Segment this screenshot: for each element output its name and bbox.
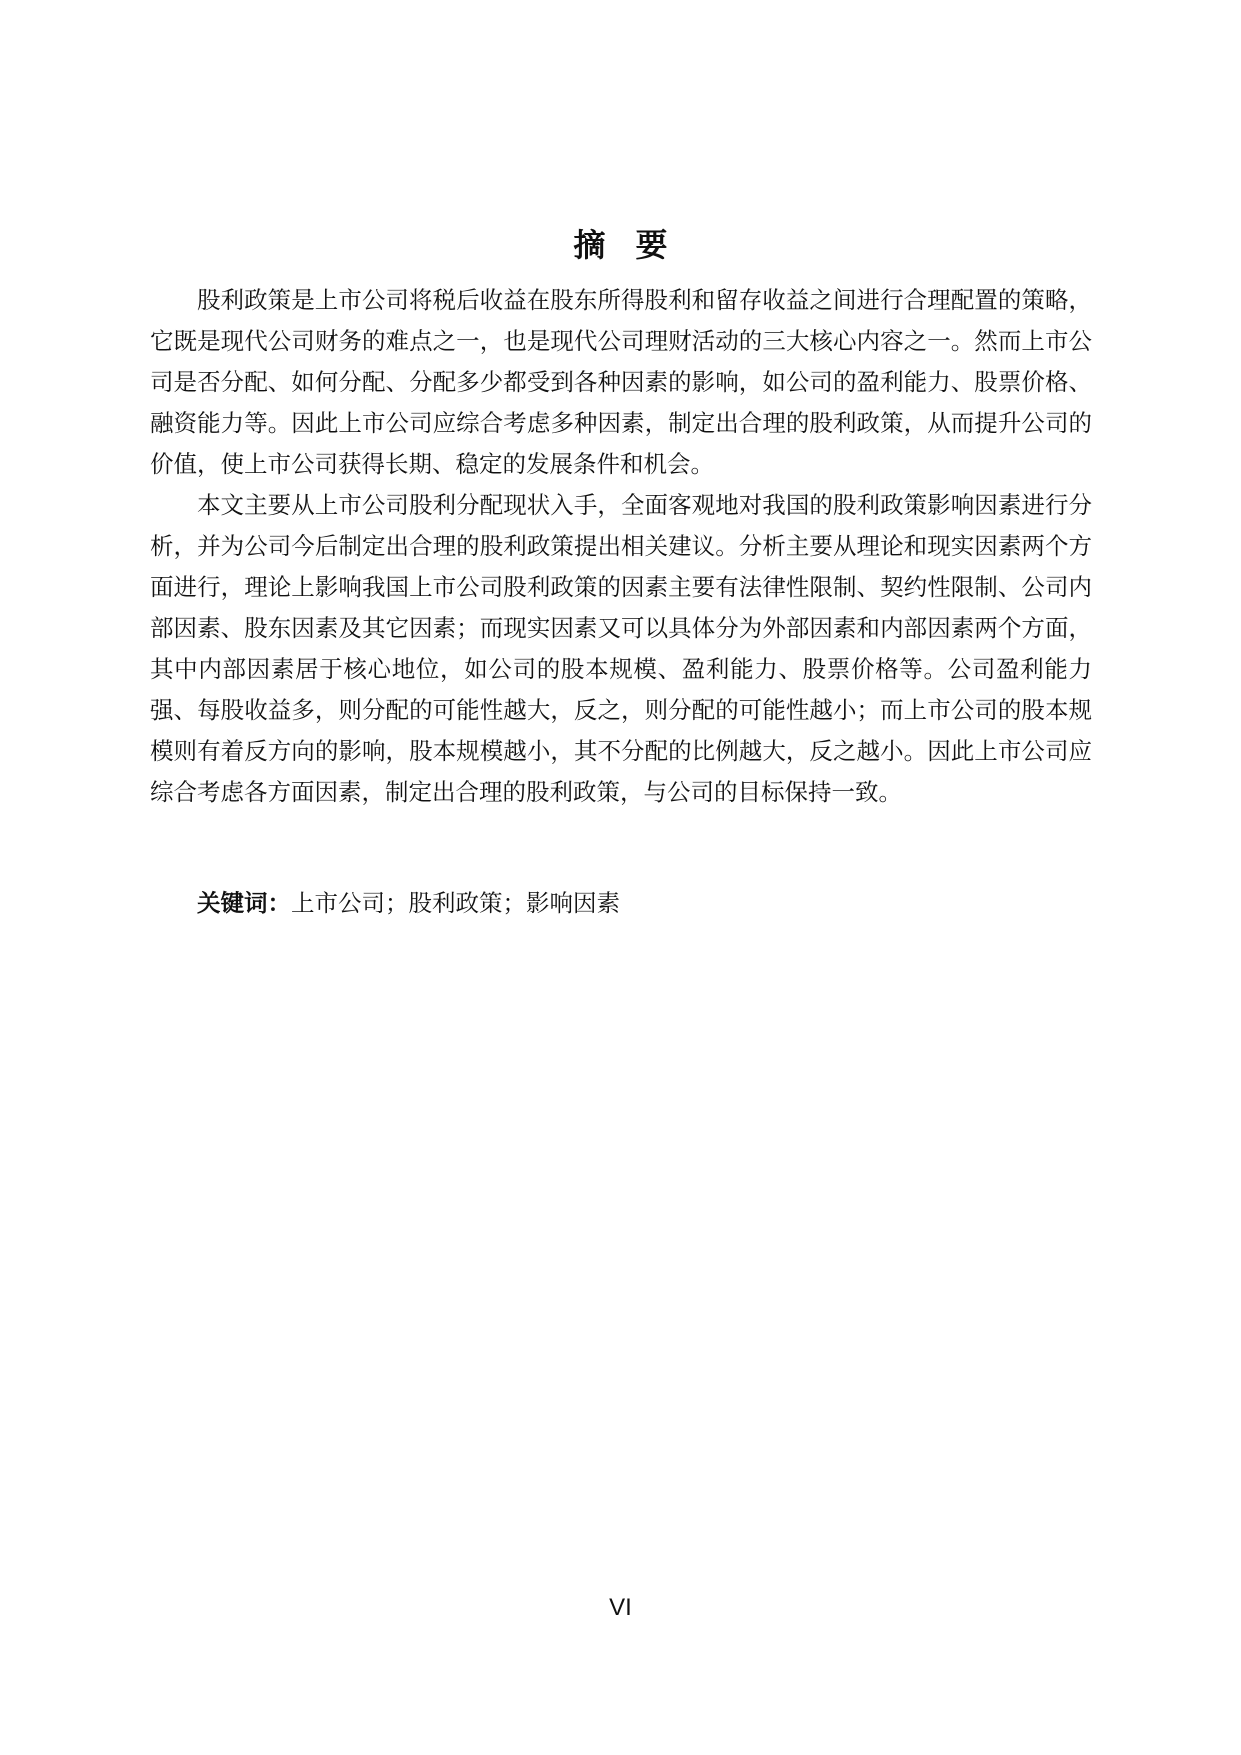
abstract-paragraph-1: 股利政策是上市公司将税后收益在股东所得股利和留存收益之间进行合理配置的策略，它既是现代公司财务的难点之一，也是现代公司理财活动的三大核心内容之一。然而上市公司是否分配、如何分配、分配多少都受到各种因素的影响，如公司的盈利能力、股票价格、融资能力等。因此上市公司应综合考虑多种因素，制定出合理的股利政策，从而提升公司的价值，使上市公司获得长期、稳定的发展条件和机会。 bbox=[150, 286, 1092, 478]
abstract-paragraph-2: 本文主要从上市公司股利分配现状入手，全面客观地对我国的股利政策影响因素进行分析，并为公司今后制定出合理的股利政策提出相关建议。分析主要从理论和现实因素两个方面进行，理论上影响我国上市公司股利政策的因素主要有法律性限制、契约性限制、公司内部因素、股东因素及其它因素；而现实因素又可以具体分为外部因素和内部因素两个方面，其中内部因素居于核心地位，如公司的股本规模、盈利能力、股票价格等。公司盈利能力强、每股收益多，则分配的可能性越大，反之，则分配的可能性越小；而上市公司的股本规模则有着反方向的影响，股本规模越小，其不分配的比例越大，反之越小。因此上市公司应综合考虑各方面因素，制定出合理的股利政策，与公司的目标保持一致。 bbox=[150, 491, 1092, 806]
keywords-label: 关键词： bbox=[197, 889, 291, 917]
abstract-body bbox=[150, 280, 1092, 813]
keywords-line bbox=[197, 883, 620, 924]
abstract-title: 摘要 bbox=[573, 226, 698, 265]
keywords-value: 上市公司；股利政策；影响因素 bbox=[291, 889, 620, 917]
page-number: VI bbox=[609, 1594, 632, 1621]
